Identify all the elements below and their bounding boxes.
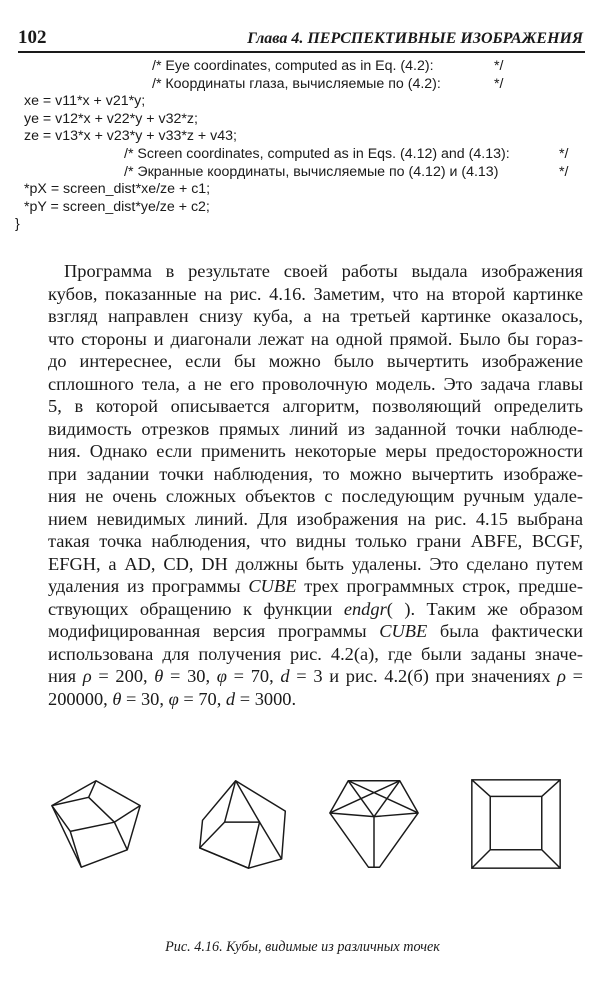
code-comment: /* Screen coordinates, computed as in Eqs. (4.12) and (4.13):	[124, 145, 510, 162]
code-line	[24, 76, 594, 94]
paragraph-line: что стороны и диагонали лежат на одной прямой. Было бы гораз-	[48, 328, 583, 349]
text-run: = 70,	[226, 666, 281, 686]
text-run: = 70,	[178, 688, 226, 709]
code-line	[24, 58, 594, 76]
text-run: = 30,	[163, 666, 217, 686]
code-line	[24, 164, 594, 182]
code-listing	[15, 58, 594, 234]
text-run: модифицированная версия программы	[48, 621, 380, 641]
code-line	[24, 199, 594, 217]
paragraph-line	[48, 620, 583, 643]
code-comment-end: */	[494, 58, 504, 74]
paragraph-line	[48, 575, 583, 598]
text-run: трех программных строк, предше-	[296, 576, 584, 596]
text-run: 200000,	[48, 688, 113, 709]
code-statement: ze = v13*x + v23*y + v33*z + v43;	[24, 128, 237, 145]
code-comment: /* Eye coordinates, computed as in Eq. (4.2):	[152, 58, 434, 74]
paragraph-line: сплошного тела, а не его проволочную модель. Это задача главы	[48, 373, 583, 394]
chapter-title: Глава 4. ПЕРСПЕКТИВНЫЕ ИЗОБРАЖЕНИЯ	[247, 30, 583, 47]
italic-term: θ	[112, 688, 122, 709]
text-run: ствующих обращению к функции	[48, 598, 344, 619]
text-run: была фактически	[427, 621, 583, 641]
page-header	[18, 27, 585, 49]
code-statement: *pX = screen_dist*xe/ze + c1;	[24, 181, 211, 198]
paragraph-line: до интереснее, если бы можно было вычертить изображение	[48, 351, 583, 371]
italic-term: ρ	[82, 666, 92, 686]
code-statement: }	[15, 216, 20, 233]
cube-figure-3	[328, 778, 420, 870]
paragraph-line: нием невидимых линий. Для изображения на рис. 4.15 выбрана	[48, 508, 583, 529]
italic-term: φ	[216, 666, 227, 686]
paragraph-line: использована для получения рис. 4.2(а), где были заданы значе-	[48, 643, 583, 664]
code-line	[15, 216, 594, 234]
body-paragraph	[48, 260, 583, 710]
paragraph-line: кубов, показанные на рис. 4.16. Заметим, что на второй картинке	[48, 283, 583, 304]
italic-term: φ	[168, 688, 179, 709]
text-run: удаления из программы	[48, 576, 249, 596]
cube-figure-2	[197, 778, 289, 870]
cube-figure-4	[470, 778, 562, 870]
paragraph-line	[48, 665, 583, 688]
paragraph-line: такая точка наблюдения, что видны только грани ABFE, BCGF,	[48, 531, 583, 551]
code-statement: *pY = screen_dist*ye/ze + c2;	[24, 198, 210, 215]
paragraph-line: ния не очень сложных объектов с последующим ручным удале-	[48, 486, 583, 506]
code-statement: ye = v12*x + v22*y + v32*z;	[24, 110, 198, 127]
italic-term: CUBE	[248, 576, 297, 596]
text-run: = 3 и рис. 4.2(б) при значениях	[289, 666, 558, 686]
code-comment-end: */	[494, 75, 504, 92]
italic-term: CUBE	[379, 621, 428, 641]
italic-term: ρ	[557, 666, 566, 686]
text-run: =	[565, 666, 583, 686]
italic-term: endgr	[343, 598, 387, 619]
code-line	[24, 93, 594, 111]
page-number: 102	[18, 27, 47, 48]
code-line	[24, 146, 594, 164]
paragraph-line: видимость отрезков прямых линий из заданной точки наблюде-	[48, 418, 583, 439]
text-run: ния	[48, 666, 83, 686]
text-run: ( ). Таким же образом	[386, 598, 583, 619]
italic-term: d	[225, 688, 236, 709]
code-statement: xe = v11*x + v21*y;	[24, 93, 146, 110]
paragraph-line	[48, 598, 583, 621]
code-line	[24, 111, 594, 129]
italic-term: d	[280, 666, 290, 686]
paragraph-line: EFGH, а AD, CD, DH должны быть удалены. Это сделано путем	[48, 553, 583, 574]
code-line	[24, 181, 594, 199]
text-run: = 30,	[121, 688, 169, 709]
figure-caption: Рис. 4.16. Кубы, видимые из различных точек	[165, 939, 440, 955]
header-rule	[18, 51, 585, 53]
text-run: = 3000.	[235, 688, 297, 709]
cube-figure-1	[50, 778, 142, 870]
paragraph-line: 5, в которой описывается алгоритм, позволяющий определить	[48, 396, 583, 416]
paragraph-line: взгляд направлен снизу куба, а на третьей картинке оказалось,	[48, 306, 583, 326]
paragraph-line	[48, 688, 583, 711]
code-comment: /* Координаты глаза, вычисляемые по (4.2):	[152, 75, 441, 92]
code-comment-end: */	[559, 163, 569, 180]
code-comment-end: */	[559, 145, 569, 162]
text-run: = 200,	[91, 666, 155, 686]
paragraph-line: Программа в результате своей работы выдала изображения	[64, 261, 583, 281]
paragraph-line: при задании точки наблюдения, то можно вычертить изображе-	[48, 463, 583, 484]
italic-term: θ	[154, 666, 164, 686]
code-line	[24, 128, 594, 146]
code-comment: /* Экранные координаты, вычисляемые по (4.12) и (4.13)	[124, 163, 499, 180]
paragraph-line: ния. Однако если применить некоторые меры предосторожности	[48, 441, 583, 461]
